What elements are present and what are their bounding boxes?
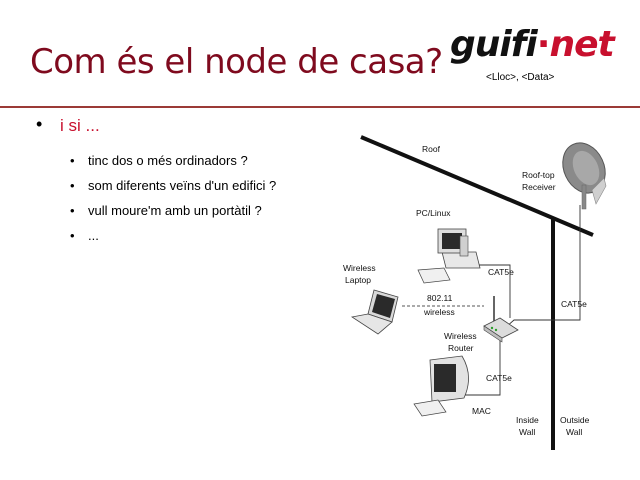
label-cat5e-pc: CAT5e — [488, 267, 514, 277]
bullet-main-text: i si ... — [60, 116, 100, 135]
label-80211: 802.11 — [427, 293, 453, 303]
bullet-list — [36, 116, 326, 252]
sub-bullet — [36, 202, 318, 219]
label-cat5e-roof: CAT5e — [561, 299, 587, 309]
logo-part-guifi: guifi — [450, 24, 537, 65]
label-inside-line1: Inside — [516, 415, 539, 425]
roof-line — [361, 137, 593, 235]
label-roof: Roof — [422, 144, 440, 154]
sub-bullet — [36, 227, 318, 244]
sub-bullet-text: ... — [88, 228, 99, 243]
sub-bullet-text: tinc dos o més ordinadors ? — [88, 153, 248, 168]
label-outside-line2: Wall — [566, 427, 583, 437]
sub-bullet — [36, 177, 318, 194]
bullet-icon: • — [36, 114, 43, 134]
logo-part-net: net — [549, 24, 614, 65]
sub-bullet-text: vull moure'm amb un portàtil ? — [88, 203, 262, 218]
label-laptop-line2: Laptop — [345, 275, 371, 285]
guifi-net-logo — [450, 24, 614, 65]
slide-title: Com és el node de casa? — [30, 42, 443, 82]
sub-bullet — [36, 152, 318, 169]
label-wireless: wireless — [424, 307, 455, 317]
desktop-pc-icon — [418, 229, 480, 283]
label-router-line1: Wireless — [444, 331, 477, 341]
bullet-main — [36, 116, 326, 136]
mac-computer-icon — [414, 356, 469, 416]
sub-bullet-text: som diferents veïns d'un edifici ? — [88, 178, 277, 193]
label-inside-line2: Wall — [519, 427, 536, 437]
label-laptop-line1: Wireless — [343, 263, 376, 273]
label-pc-linux: PC/Linux — [416, 208, 451, 218]
title-divider — [0, 106, 640, 108]
label-router-line2: Router — [448, 343, 474, 353]
sub-bullet-icon: • — [70, 228, 75, 243]
sub-bullet-icon: • — [70, 178, 75, 193]
sub-bullet-icon: • — [70, 203, 75, 218]
label-rooftop-line2: Receiver — [522, 182, 556, 192]
label-rooftop-line1: Roof-top — [522, 170, 555, 180]
label-outside-line1: Outside — [560, 415, 590, 425]
sub-bullet-list — [36, 152, 326, 244]
satellite-dish-icon — [555, 136, 613, 209]
home-network-diagram — [330, 120, 630, 450]
sub-bullet-icon: • — [70, 153, 75, 168]
place-date-subtitle: <Lloc>, <Data> — [486, 72, 555, 83]
logo-dot: · — [536, 24, 550, 65]
laptop-icon — [352, 290, 398, 334]
wireless-router-icon — [484, 296, 518, 342]
label-mac: MAC — [472, 406, 491, 416]
label-cat5e-mac: CAT5e — [486, 373, 512, 383]
